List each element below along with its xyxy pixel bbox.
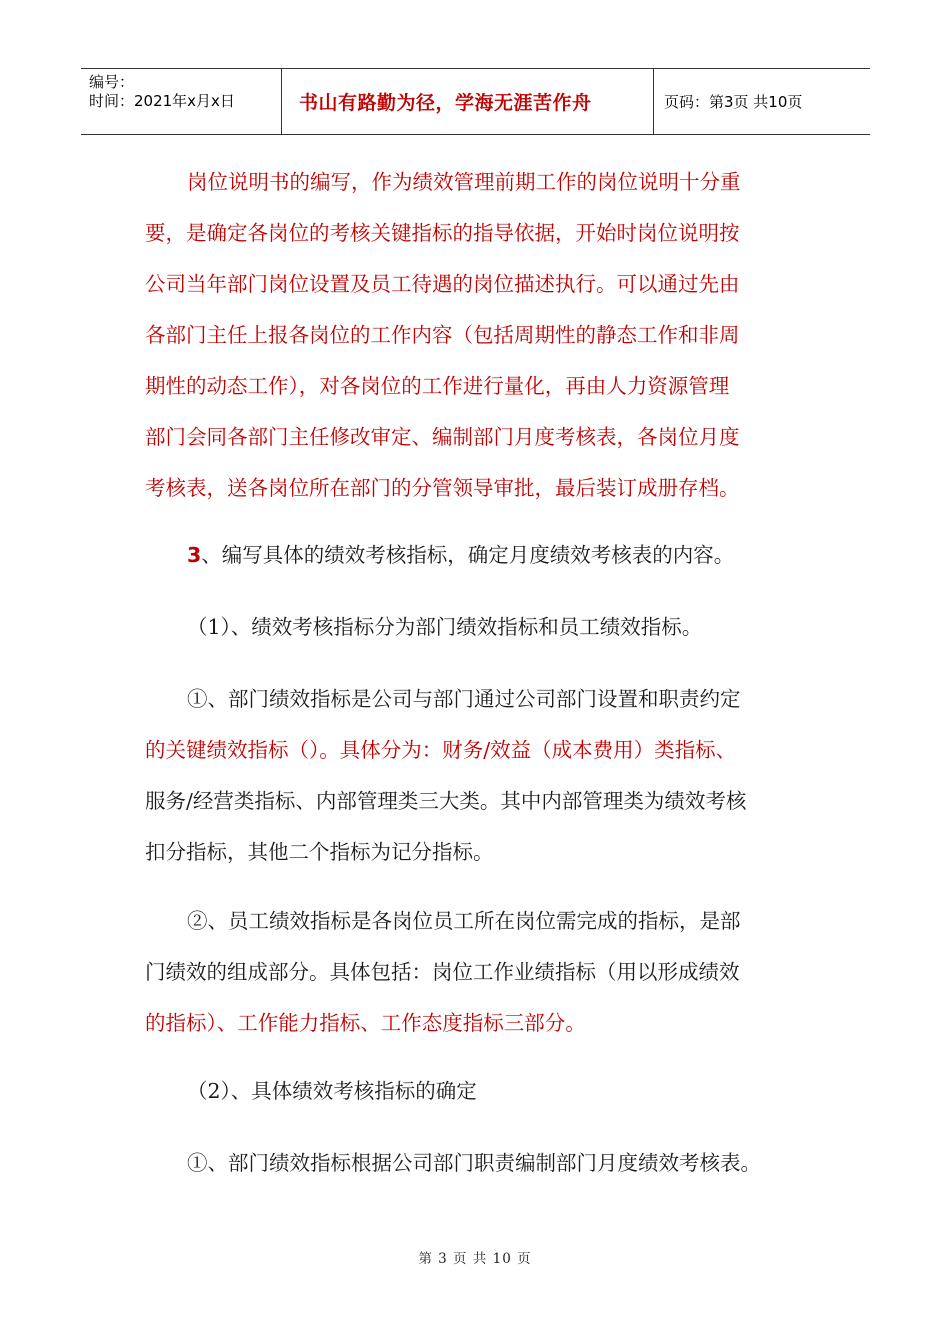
subsection-heading: （2）、具体绩效考核指标的确定 (187, 1079, 477, 1103)
paragraph-department-table (145, 1138, 810, 1189)
paragraph-line: 门绩效的组成部分。具体包括：岗位工作业绩指标（用以形成绩效 (145, 960, 740, 984)
paragraph-line: ②、员工绩效指标是各岗位员工所在岗位需完成的指标，是部 (187, 909, 741, 933)
page-footer: 第 3 页 共 10 页 (418, 1251, 532, 1267)
section-3-line (145, 530, 810, 581)
paragraph-line: 服务/经营类指标、内部管理类三大类。其中内部管理类为绩效考核 (145, 789, 747, 813)
paragraph-line: ①、部门绩效指标根据公司部门职责编制部门月度绩效考核表。 (187, 1151, 761, 1175)
paragraph-department-kpi (145, 674, 810, 878)
document-number-label: 编号： (89, 73, 135, 91)
paragraph-line: 岗位说明书的编写，作为绩效管理前期工作的岗位说明十分重 (187, 170, 741, 194)
paragraph-subsection-1 (145, 602, 810, 653)
header-motto (282, 69, 654, 134)
paragraph-line: 扣分指标，其他二个指标为记分指标。 (145, 840, 494, 864)
motto-text: 书山有路勤为径，学海无涯苦作舟 (299, 92, 592, 114)
subsection-heading: （1）、绩效考核指标分为部门绩效指标和员工绩效指标。 (187, 615, 703, 639)
paragraph-job-description (145, 157, 810, 514)
paragraph-section-3 (145, 530, 810, 581)
paragraph-line: 公司当年部门岗位设置及员工待遇的岗位描述执行。可以通过先由 (145, 272, 740, 296)
section-heading: 、编写具体的绩效考核指标，确定月度绩效考核表的内容。 (201, 543, 735, 567)
paragraph-line: 要，是确定各岗位的考核关键指标的指导依据，开始时岗位说明按 (145, 221, 740, 245)
paragraph-line: 部门会同各部门主任修改审定、编制部门月度考核表，各岗位月度 (145, 425, 740, 449)
paragraph-line: 的关键绩效指标（）。具体分为：财务/效益（成本费用）类指标、 (145, 738, 737, 762)
paragraph-subsection-2 (145, 1066, 810, 1117)
paragraph-line: 考核表，送各岗位所在部门的分管领导审批，最后装订成册存档。 (145, 476, 740, 500)
paragraph-line: 各部门主任上报各岗位的工作内容（包括周期性的静态工作和非周 (145, 323, 740, 347)
document-date: 时间：2021年x月x日 (89, 92, 235, 110)
page-info-text: 页码：第3页 共10页 (664, 93, 803, 111)
section-number: 3 (187, 543, 202, 567)
paragraph-employee-kpi (145, 896, 810, 1049)
header-page-info (654, 69, 870, 134)
paragraph-line: 的指标）、工作能力指标、工作态度指标三部分。 (145, 1011, 586, 1035)
paragraph-line: 期性的动态工作），对各岗位的工作进行量化，再由人力资源管理 (145, 374, 730, 398)
header-meta (81, 69, 282, 134)
page-header (81, 68, 870, 135)
paragraph-line: ①、部门绩效指标是公司与部门通过公司部门设置和职责约定 (187, 687, 741, 711)
